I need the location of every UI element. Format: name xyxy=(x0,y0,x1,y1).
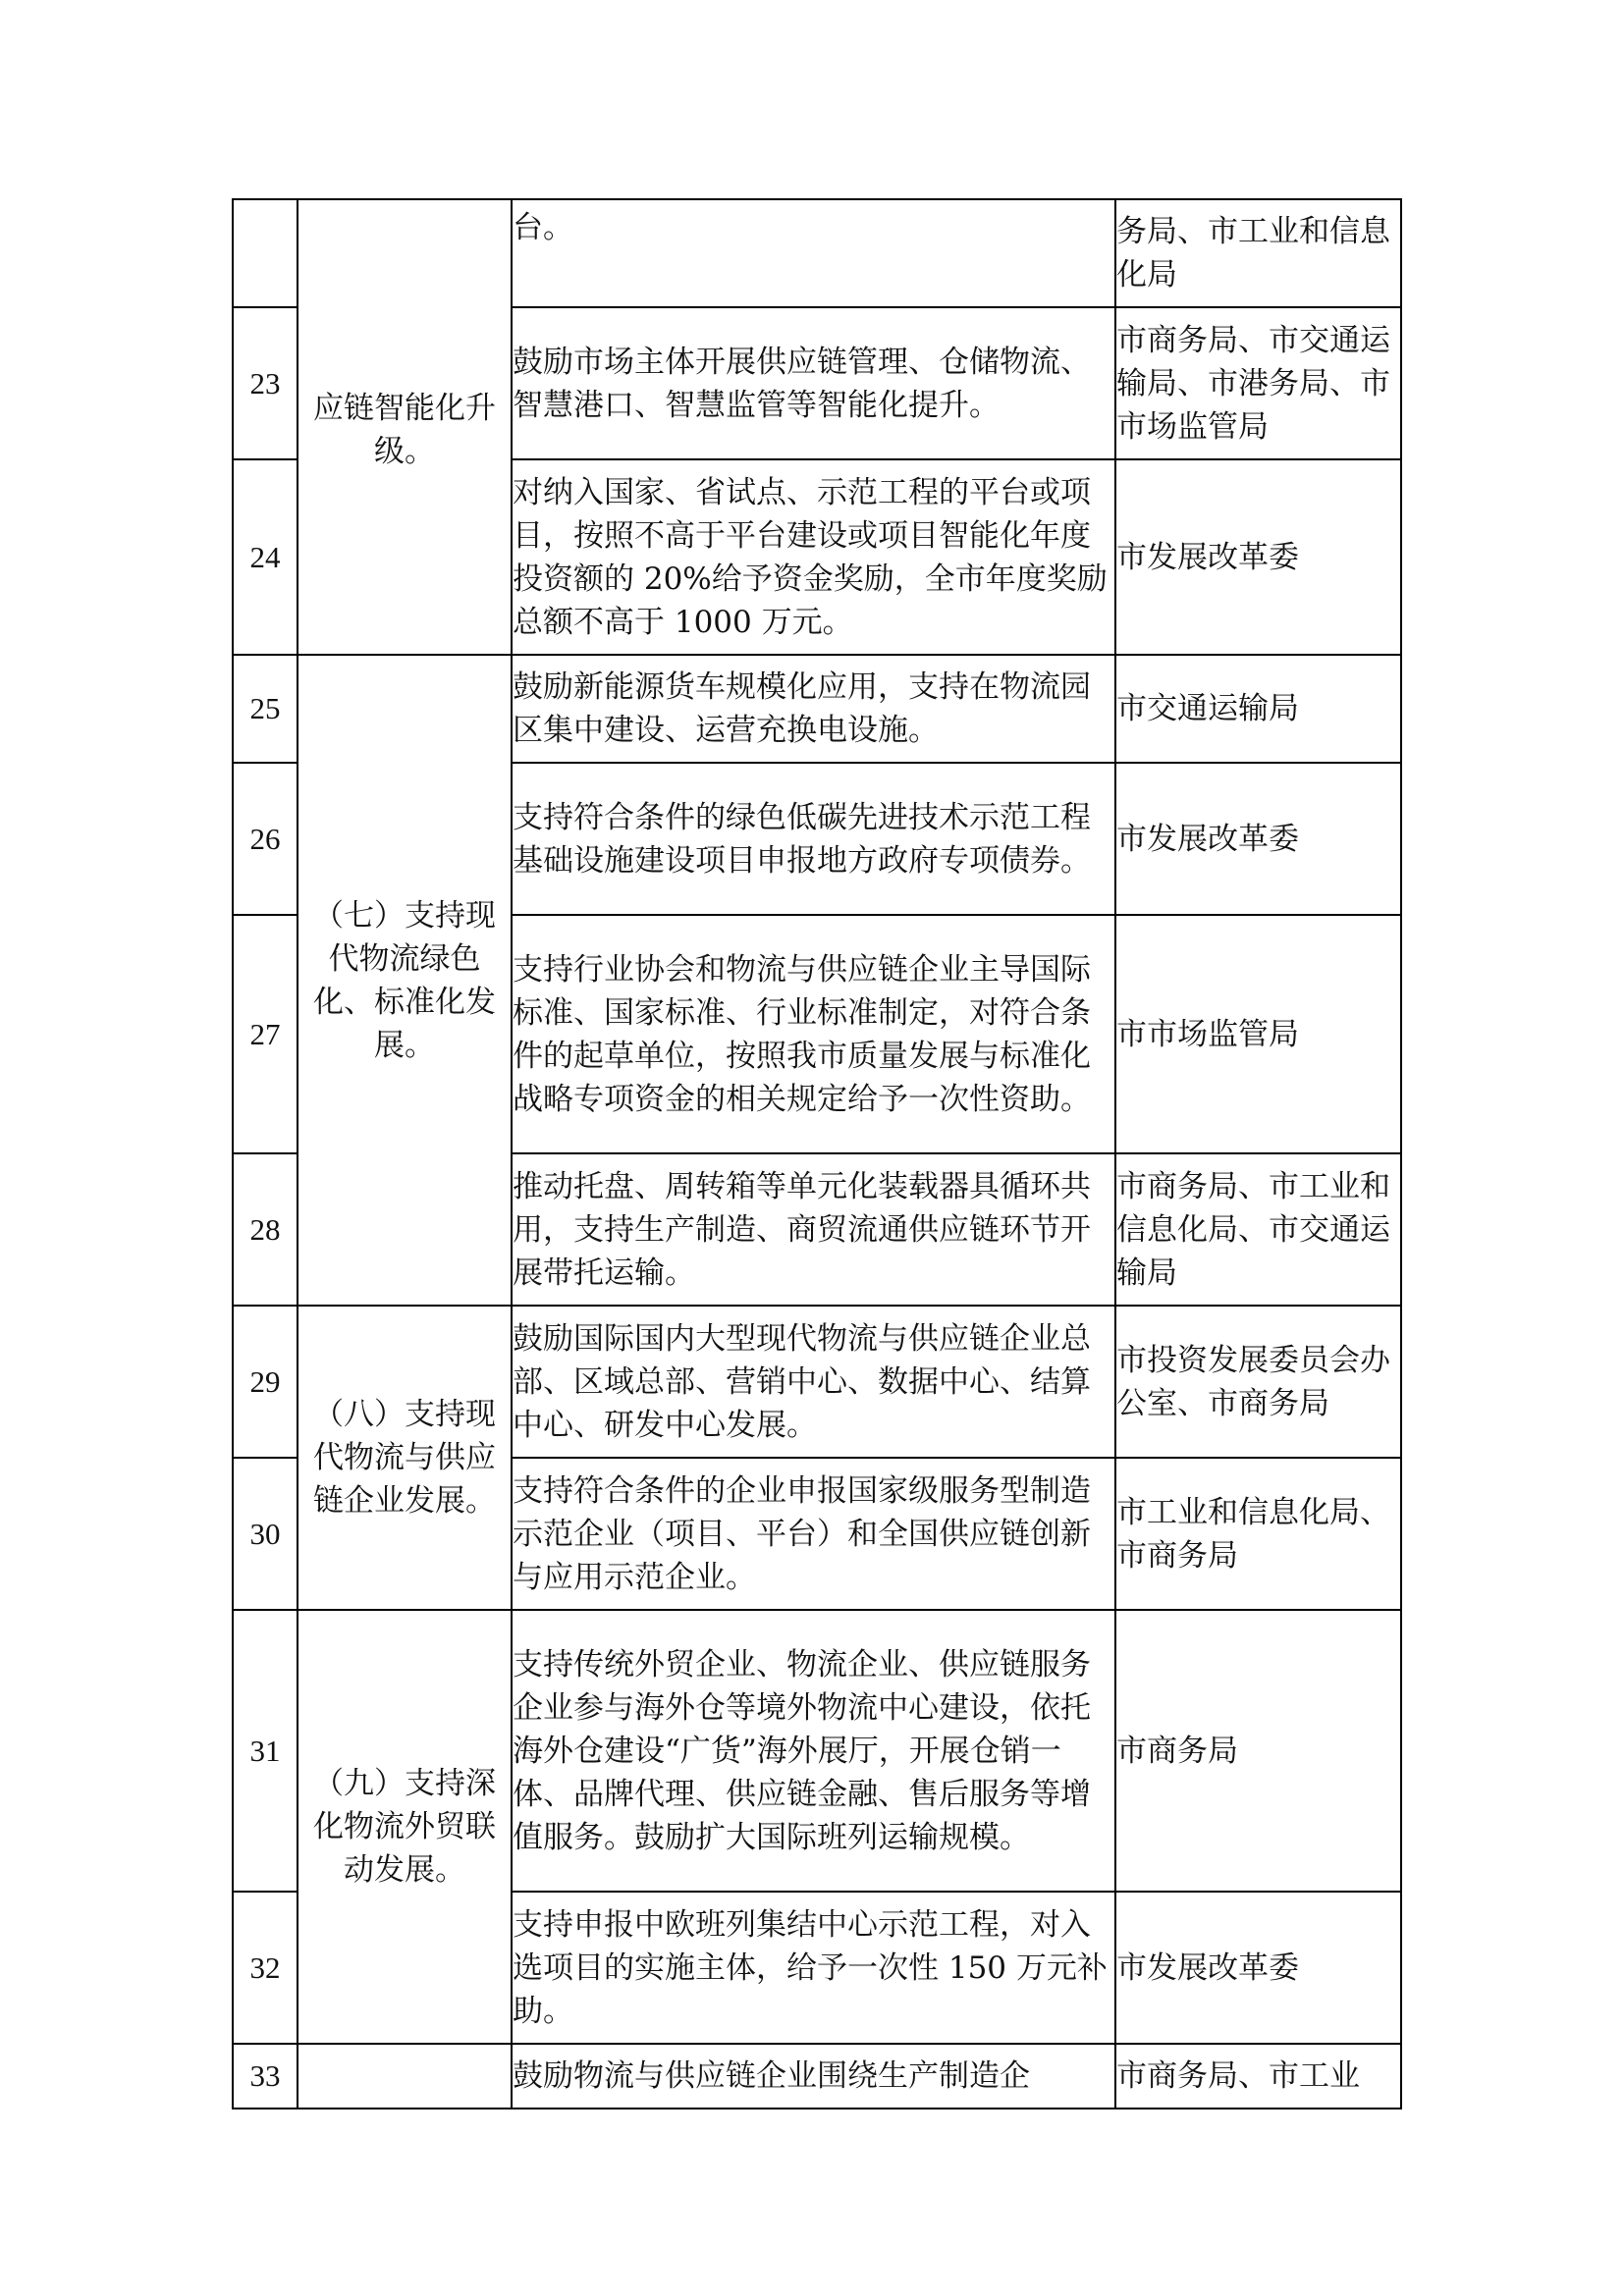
table-row xyxy=(233,1306,1401,1458)
category-cell xyxy=(298,199,512,655)
department-cell: 市发展改革委 xyxy=(1115,763,1401,915)
row-number: 24 xyxy=(233,459,298,655)
department-cell: 市发展改革委 xyxy=(1115,459,1401,655)
row-number: 25 xyxy=(233,655,298,763)
table-row xyxy=(233,199,1401,307)
row-number: 32 xyxy=(233,1892,298,2044)
department-cell: 市商务局、市交通运输局、市港务局、市市场监管局 xyxy=(1115,307,1401,459)
department-cell: 市商务局、市工业和信息化局、市交通运输局 xyxy=(1115,1153,1401,1306)
category-cell xyxy=(298,1610,512,2044)
table-row xyxy=(233,655,1401,763)
category-label: 应链智能化升级。 xyxy=(313,391,496,469)
department-cell: 市工业和信息化局、市商务局 xyxy=(1115,1458,1401,1610)
row-number: 27 xyxy=(233,915,298,1153)
table-row xyxy=(233,2044,1401,2109)
department-cell: 市商务局、市工业 xyxy=(1115,2044,1401,2109)
page-content xyxy=(232,198,1400,2109)
row-number xyxy=(233,199,298,307)
row-number: 31 xyxy=(233,1610,298,1892)
category-cell xyxy=(298,2044,512,2109)
department-cell: 务局、市工业和信息化局 xyxy=(1115,199,1401,307)
measure-cell: 台。 xyxy=(512,199,1115,307)
row-number: 28 xyxy=(233,1153,298,1306)
row-number: 33 xyxy=(233,2044,298,2109)
category-label: （九）支持深化物流外贸联动发展。 xyxy=(313,1766,496,1888)
measure-cell: 对纳入国家、省试点、示范工程的平台或项目，按照不高于平台建设或项目智能化年度投资额的 20%给予资金奖励，全市年度奖励总额不高于 1000 万元。 xyxy=(512,459,1115,655)
measure-cell: 支持传统外贸企业、物流企业、供应链服务企业参与海外仓等境外物流中心建设，依托海外仓建设“广货”海外展厅，开展仓销一体、品牌代理、供应链金融、售后服务等增值服务。鼓励扩大国际班列运输规模。 xyxy=(512,1610,1115,1892)
department-cell: 市发展改革委 xyxy=(1115,1892,1401,2044)
department-cell: 市商务局 xyxy=(1115,1610,1401,1892)
department-cell: 市交通运输局 xyxy=(1115,655,1401,763)
measure-cell: 推动托盘、周转箱等单元化装载器具循环共用，支持生产制造、商贸流通供应链环节开展带托运输。 xyxy=(512,1153,1115,1306)
category-label: （八）支持现代物流与供应链企业发展。 xyxy=(313,1397,496,1519)
measure-cell: 支持申报中欧班列集结中心示范工程，对入选项目的实施主体，给予一次性 150 万元补助。 xyxy=(512,1892,1115,2044)
measure-cell: 支持行业协会和物流与供应链企业主导国际标准、国家标准、行业标准制定，对符合条件的起草单位，按照我市质量发展与标准化战略专项资金的相关规定给予一次性资助。 xyxy=(512,915,1115,1153)
measure-cell: 支持符合条件的绿色低碳先进技术示范工程基础设施建设项目申报地方政府专项债券。 xyxy=(512,763,1115,915)
row-number: 26 xyxy=(233,763,298,915)
category-cell xyxy=(298,1306,512,1610)
measure-cell: 鼓励物流与供应链企业围绕生产制造企 xyxy=(512,2044,1115,2109)
measure-cell: 鼓励新能源货车规模化应用，支持在物流园区集中建设、运营充换电设施。 xyxy=(512,655,1115,763)
measure-cell: 鼓励市场主体开展供应链管理、仓储物流、智慧港口、智慧监管等智能化提升。 xyxy=(512,307,1115,459)
department-cell: 市投资发展委员会办公室、市商务局 xyxy=(1115,1306,1401,1458)
policy-table xyxy=(232,198,1402,2109)
department-cell: 市市场监管局 xyxy=(1115,915,1401,1153)
measure-cell: 鼓励国际国内大型现代物流与供应链企业总部、区域总部、营销中心、数据中心、结算中心、研发中心发展。 xyxy=(512,1306,1115,1458)
row-number: 23 xyxy=(233,307,298,459)
table-row xyxy=(233,1610,1401,1892)
category-cell xyxy=(298,655,512,1306)
row-number: 30 xyxy=(233,1458,298,1610)
measure-cell: 支持符合条件的企业申报国家级服务型制造示范企业（项目、平台）和全国供应链创新与应用示范企业。 xyxy=(512,1458,1115,1610)
row-number: 29 xyxy=(233,1306,298,1458)
category-label: （七）支持现代物流绿色化、标准化发展。 xyxy=(313,897,496,1063)
